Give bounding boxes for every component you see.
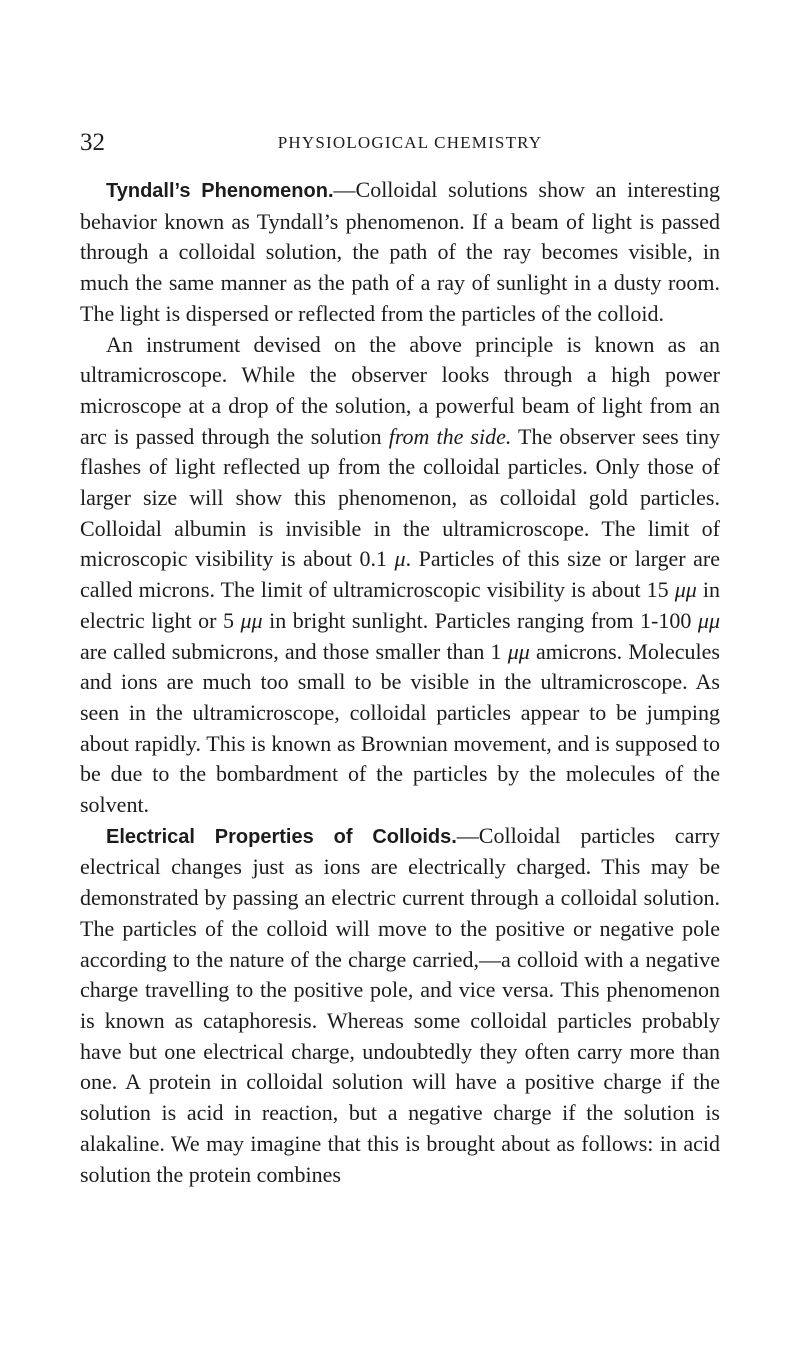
paragraph-text: in bright sunlight. Particles ranging from 1-100: [262, 607, 698, 633]
millimicron-symbol: μμ: [697, 607, 721, 633]
running-head: [80, 128, 720, 158]
paragraph-text: amicrons. Molecules and ions are much too small to be visible in the ultramicroscope. As seen in the ultramicroscope, colloidal particles appear to be jumping about rapidly. This is known as Brownian movement, and is supposed to be due to the bombardment of the particles by the molecules of the solvent.: [80, 638, 720, 818]
paragraph-electrical-properties: [80, 821, 720, 1190]
section-heading-electrical: Electrical Properties of Colloids.: [106, 825, 457, 848]
page-number: 32: [80, 129, 105, 156]
running-title: PHYSIOLOGICAL CHEMISTRY: [277, 133, 543, 152]
section-heading-tyndall: Tyndall’s Phenomenon.: [106, 180, 334, 202]
micron-symbol: μ: [394, 546, 406, 572]
body-text: [80, 175, 720, 1190]
paragraph-text: An instrument devised on the above principle is known as an ultramicroscope. While the observer looks through a high power microscope at a drop of the solution, a powerful beam of light from an arc is passed through the solution: [80, 331, 720, 449]
italic-phrase: from the side.: [388, 423, 512, 449]
paragraph-text: in electric light or 5: [80, 577, 720, 633]
paragraph-text: The observer sees tiny flashes of light reflected up from the colloidal particles. Only those of larger size will show this phenomenon, as colloidal gold particles. Colloidal albumin is invisible in the ultramicroscope. The limit of microscopic visibility is about 0.1: [80, 423, 720, 572]
paragraph-text: . Particles of this size or larger are called microns. The limit of ultramicroscopic visibility is about 15: [80, 546, 720, 603]
millimicron-symbol: μμ: [507, 638, 530, 664]
millimicron-symbol: μμ: [240, 607, 263, 633]
paragraph-text: —Colloidal solutions show an interesting behavior known as Tyndall’s phenomenon. If a beam of light is passed through a colloidal solution, the path of the ray becomes visible, in much the same manner as the path of a ray of sunlight in a dusty room. The light is dispersed or reflected from the particles of the colloid.: [80, 177, 720, 326]
paragraph-tyndall: [80, 175, 720, 330]
paragraph-text: —Colloidal particles carry electrical changes just as ions are electrically charged. This may be demonstrated by passing an electric current through a colloidal solution. The particles of the colloid will move to the positive or negative pole according to the nature of the charge carried,—a colloid with a negative charge travelling to the positive pole, and vice versa. This phenomenon is known as cataphoresis. Whereas some colloidal particles probably have but one electrical charge, undoubtedly they often carry more than one. A protein in colloidal solution will have a positive charge if the solution is acid in reaction, but a negative charge if the solution is alakaline. We may imagine that this is brought about as follows: in acid solution the protein combines: [80, 822, 720, 1187]
millimicron-symbol: μμ: [674, 577, 697, 603]
paragraph-ultramicroscope: [80, 330, 720, 821]
paragraph-text: are called submicrons, and those smaller than 1: [80, 638, 508, 664]
